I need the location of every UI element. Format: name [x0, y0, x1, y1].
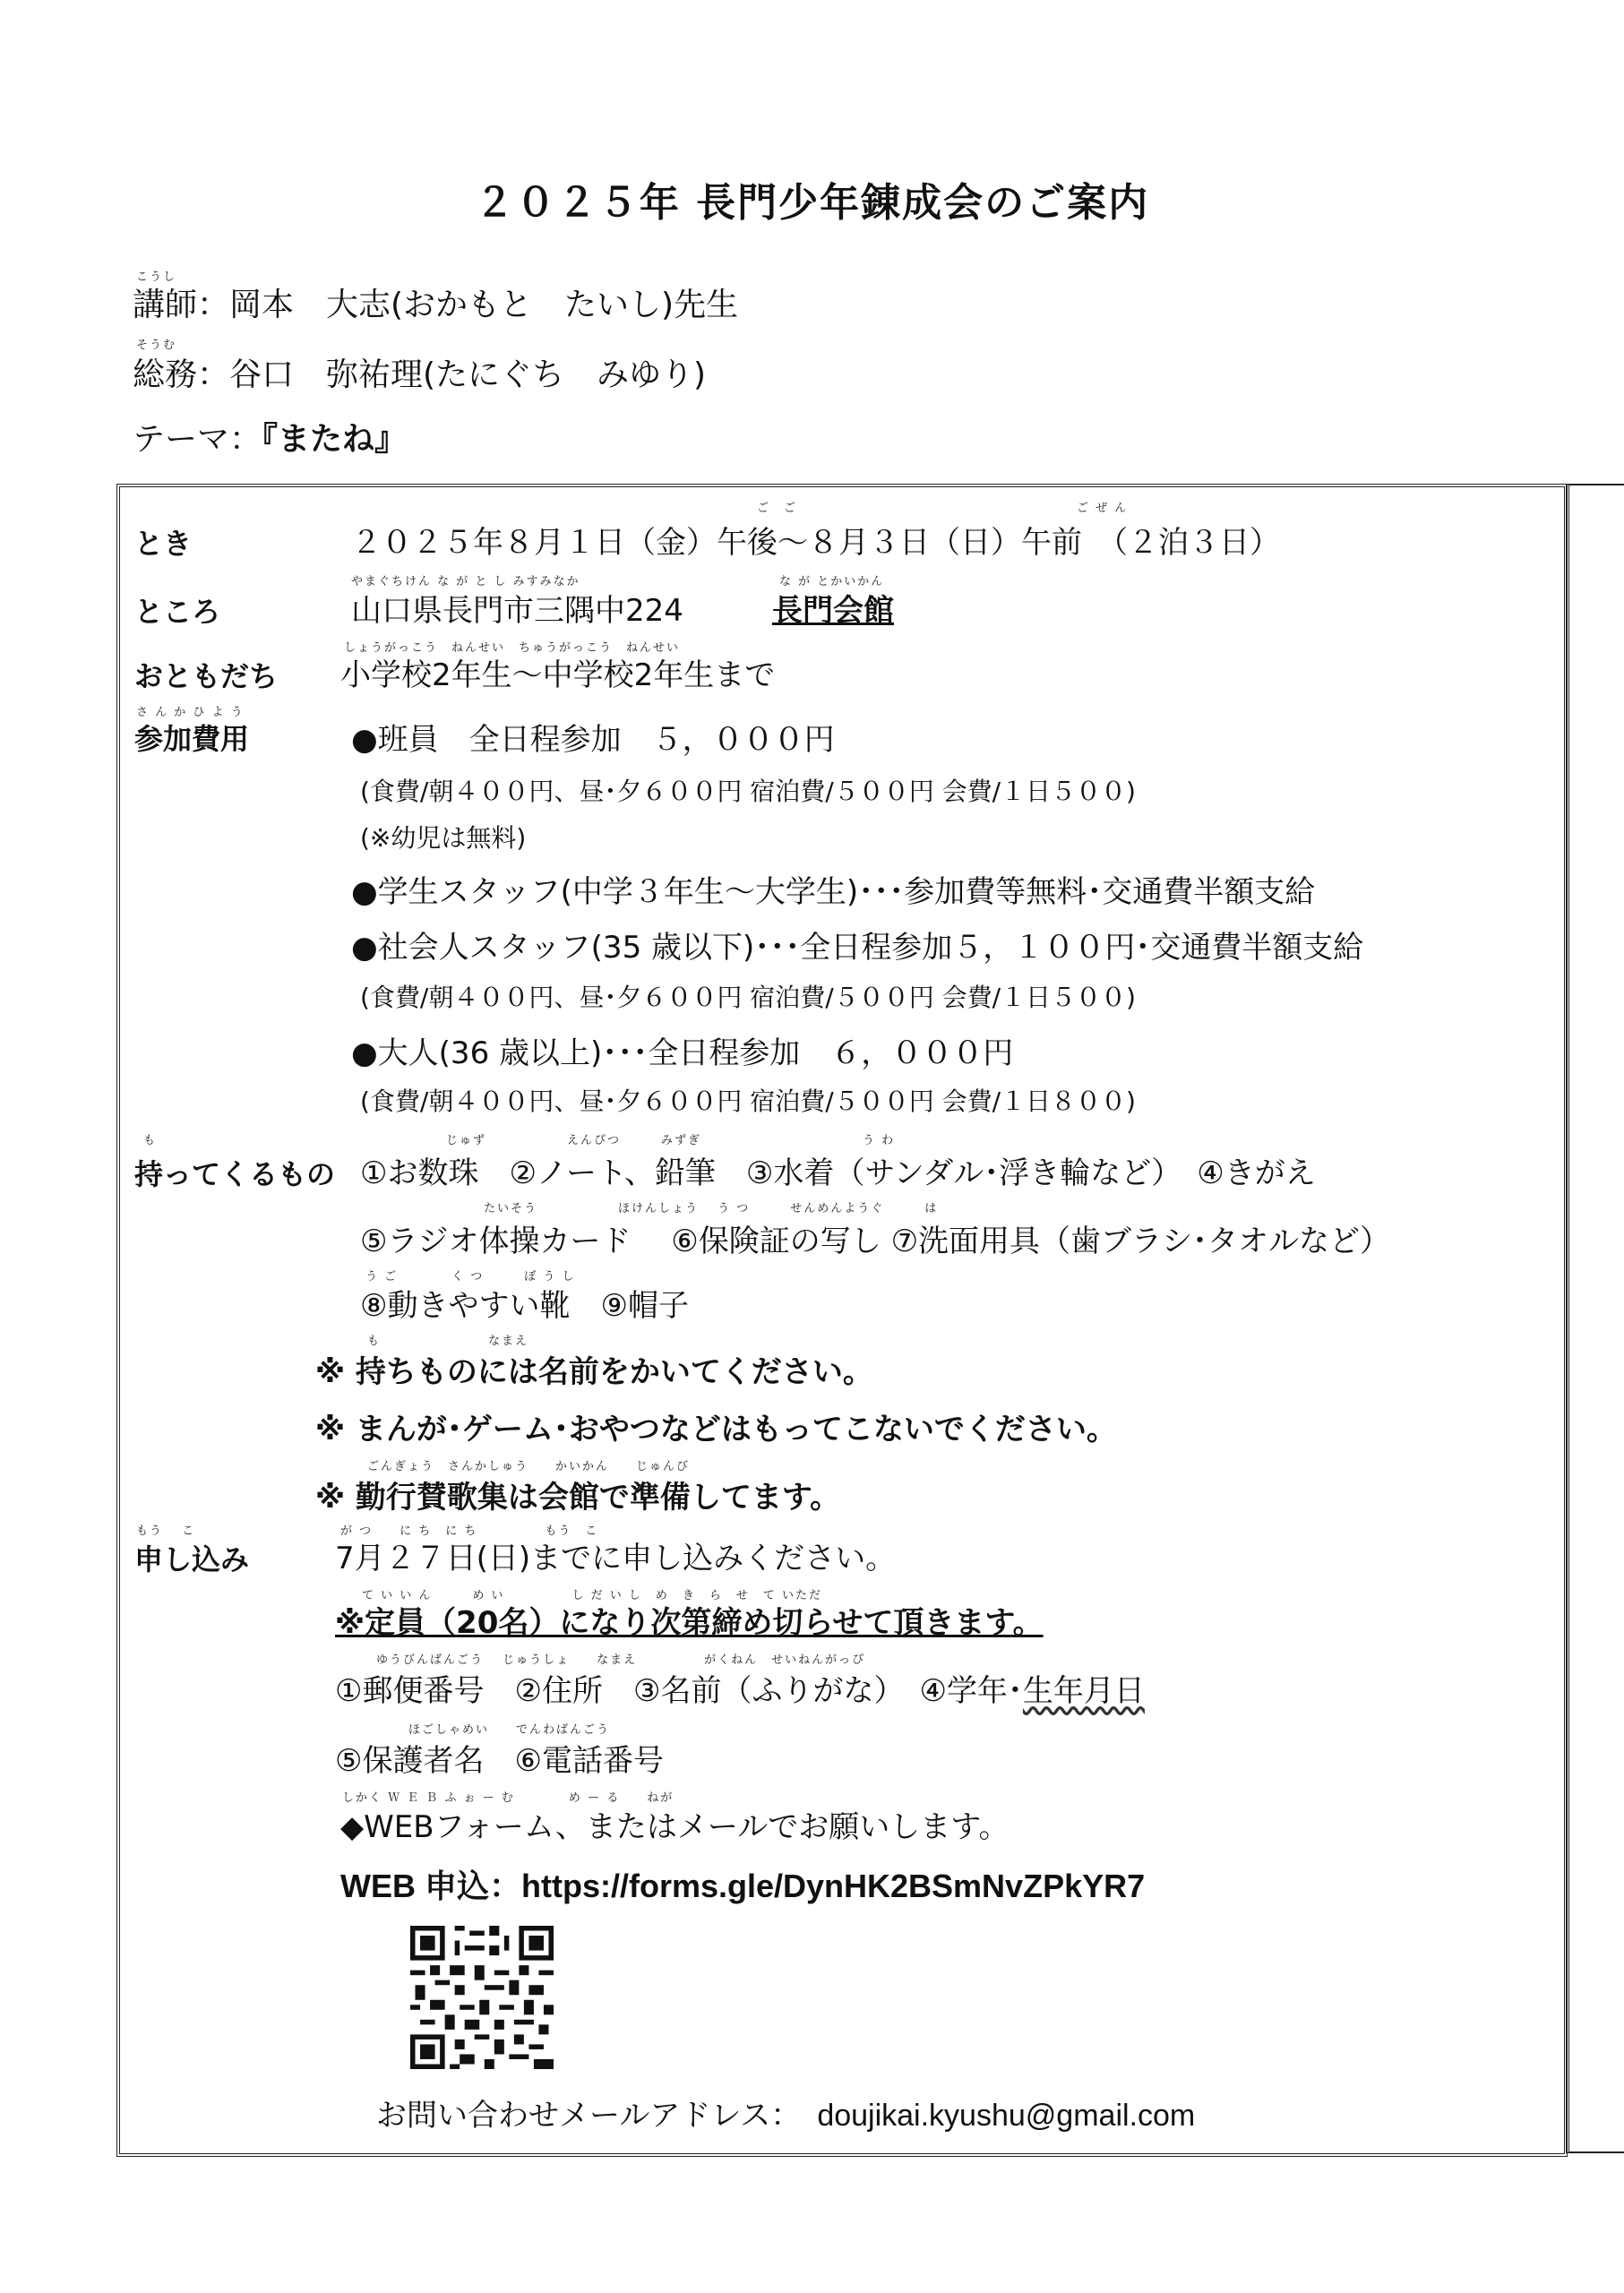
contact-line: [376, 2091, 1195, 2134]
friends-value: 小学校2年生～中学校2年生まで: [340, 657, 776, 693]
lecturer-ruby: こうし: [136, 271, 177, 284]
manager-label: 総務：: [133, 356, 230, 393]
qr-code-icon[interactable]: [410, 1926, 554, 2069]
items-line3-ruby: う ご く つ ぼ う し: [365, 1270, 576, 1284]
theme-value: 『またね』: [262, 421, 408, 458]
items-line2: ⑤ラジオ体操カード ⑥保険証の写し ⑦洗面用具（歯ブラシ･タオルなど）: [360, 1224, 1391, 1259]
items-line3: ⑧動きやすい靴 ⑨帽子: [360, 1288, 689, 1324]
items-ruby: も: [143, 1134, 158, 1147]
apply-label: 申し込み: [134, 1542, 250, 1576]
apply-fields1-main: ①郵便番号 ②住所 ③名前（ふりがな） ④学年･: [335, 1673, 1023, 1709]
manager-name: 谷口 弥祐理(たにぐち みゆり): [229, 356, 707, 393]
friends-label: おともだち: [134, 659, 279, 693]
apply-web-url[interactable]: https://forms.gle/DynHK2BSmNvZPkYR7: [521, 1868, 1146, 1904]
fee-member: ●班員 全日程参加 ５，０００円: [351, 722, 835, 758]
apply-method-ruby: しかく Ｗ Ｅ Ｂ ふ ぉ ー む め ー る ねが: [342, 1791, 675, 1805]
contact-label: お問い合わせメールアドレス：: [376, 2098, 802, 2134]
fee-label: 参加費用: [134, 722, 250, 756]
apply-fields2-ruby: ほごしゃめい でんわばんごう: [408, 1723, 611, 1737]
apply-deadline-ruby: が つ に ち に ち もう こ: [340, 1524, 599, 1538]
side-frame: [1566, 484, 1624, 2153]
manager-line: [133, 349, 706, 395]
where-venue: 長門会館: [772, 593, 894, 629]
apply-fields2: ⑤保護者名 ⑥電話番号: [335, 1743, 664, 1779]
page-title: ２０２５年 長門少年錬成会のご案内: [474, 180, 1150, 226]
lecturer-name: 岡本 大志(おかもと たいし)先生: [229, 287, 739, 323]
fee-adult-staff: ●社会人スタッフ(35 歳以下)･･･全日程参加５，１００円･交通費半額支給: [351, 930, 1364, 966]
apply-web-line: [340, 1861, 1145, 1907]
apply-ruby: もう こ: [136, 1524, 196, 1538]
items-line1: ①お数珠 ②ノート、鉛筆 ③水着（サンダル･浮き輪など） ④きがえ: [360, 1155, 1316, 1191]
apply-fields1-ruby: ゆうびんばんごう じゅうしょ なまえ がくねん せいねんがっぴ: [376, 1653, 866, 1667]
apply-fields1: [335, 1666, 1145, 1710]
fee-ruby: さ ん か ひ よ う: [136, 706, 245, 719]
apply-fields1-birthdate: 生年月日: [1022, 1673, 1145, 1709]
theme-line: [133, 414, 407, 459]
when-ruby-gogo: ご ご: [757, 502, 798, 515]
when-label: とき: [134, 527, 193, 561]
fee-adult-detail: (食費/朝４００円、昼･夕６００円 宿泊費/５００円 会費/１日８００): [360, 1086, 1136, 1116]
when-value: ２０２５年８月１日（金）午後～８月３日（日）午前 （２泊３日）: [351, 525, 1280, 561]
where-venue-ruby: な が とかいかん: [779, 575, 885, 588]
apply-method: ◆WEBフォーム、またはメールでお願いします。: [340, 1809, 1010, 1845]
items-label: 持ってくるもの: [134, 1157, 336, 1191]
lecturer-label: 講師：: [133, 287, 230, 323]
where-address: 山口県長門市三隅中224: [351, 593, 683, 629]
apply-deadline: 7月２７日(日)までに申し込みください。: [335, 1541, 897, 1576]
items-line1-ruby: じゅず えんぴつ みずぎ う わ: [446, 1134, 896, 1147]
items-note1-ruby: も なまえ: [367, 1335, 529, 1348]
apply-capacity-ruby: て い い ん め い し だ い し め き ら せ て いただ: [362, 1589, 823, 1602]
items-note1: ※ 持ちものには名前をかいてください。: [315, 1354, 873, 1390]
where-ruby: やまぐちけん な が と し みすみなか: [351, 575, 580, 588]
fee-adult-staff-detail: (食費/朝４００円、昼･夕６００円 宿泊費/５００円 会費/１日５００): [360, 983, 1136, 1012]
items-note3: ※ 勤行賛歌集は会館で準備してます。: [315, 1480, 841, 1516]
theme-label: テーマ：: [133, 421, 262, 458]
items-line2-ruby: たいそう ほけんしょう う つ せんめんようぐ は: [484, 1202, 939, 1215]
items-note3-ruby: ごんぎょう さんかしゅう かいかん じゅんび: [367, 1460, 691, 1473]
apply-capacity: ※定員（20名）になり次第締め切らせて頂きます。: [335, 1605, 1044, 1641]
fee-infant: (※幼児は無料): [360, 823, 527, 853]
apply-web-label: WEB 申込：: [340, 1868, 521, 1904]
fee-adult: ●大人(36 歳以上)･･･全日程参加 ６，０００円: [351, 1035, 1014, 1071]
manager-ruby: そうむ: [136, 339, 177, 352]
items-note2: ※ まんが･ゲーム･おやつなどはもってこないでください。: [315, 1412, 1117, 1447]
contact-email[interactable]: doujikai.kyushu@gmail.com: [817, 2099, 1196, 2133]
lecturer-line: [133, 279, 738, 325]
fee-member-detail: (食費/朝４００円、昼･夕６００円 宿泊費/５００円 会費/１日５００): [360, 777, 1136, 806]
fee-student: ●学生スタッフ(中学３年生～大学生)･･･参加費等無料･交通費半額支給: [351, 874, 1316, 910]
when-ruby-gozen: ご ぜ ん: [1077, 502, 1129, 515]
where-label: ところ: [134, 595, 221, 629]
friends-ruby: しょうがっこう ねんせい ちゅうがっこう ねんせい: [344, 641, 681, 655]
